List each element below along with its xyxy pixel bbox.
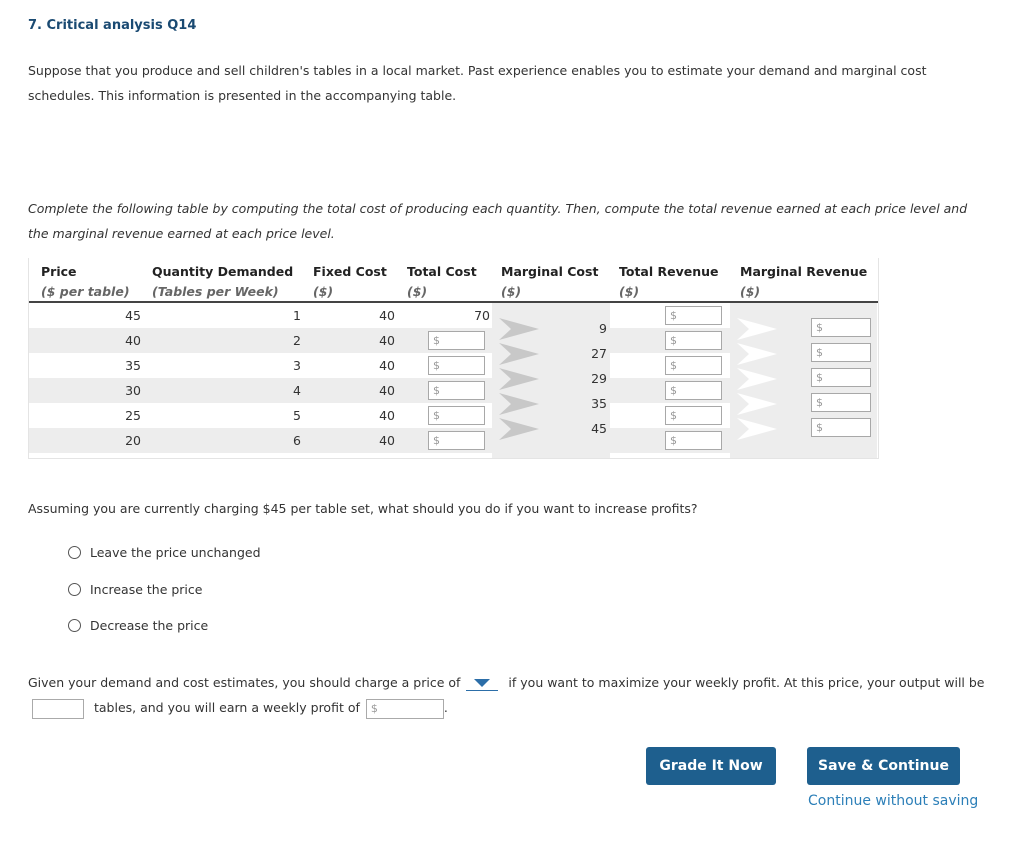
header-price: Price ($ per table) [41,264,130,299]
total-cost-given: 70 [474,308,490,323]
marginal-cost-cell: 27 [591,346,607,361]
marginal-cost-cell: 9 [599,321,607,336]
marginal-revenue-input[interactable]: $ [811,368,871,387]
total-revenue-input[interactable]: $ [665,381,722,400]
chevron-right-icon [499,393,539,415]
option-decrease-price[interactable] [68,615,208,635]
header-fixed-cost: Fixed Cost ($) [313,264,387,299]
chevron-right-icon [737,368,777,390]
header-total-revenue: Total Revenue ($) [619,264,719,299]
price-cell: 35 [125,358,141,373]
fixed-cost-cell: 40 [379,358,395,373]
marginal-revenue-input[interactable]: $ [811,318,871,337]
fixed-cost-cell: 40 [379,433,395,448]
question-title: 7. Critical analysis Q14 [28,18,197,33]
price-cell: 45 [125,308,141,323]
radio-button[interactable] [68,583,81,596]
instructions-text: Complete the following table by computing the total cost of producing each quantity. Then, compute the total revenue earned at each price level and the marginal revenue earned at each price level. [28,201,968,241]
price-cell: 20 [125,433,141,448]
fixed-cost-cell: 40 [379,308,395,323]
chevron-right-icon [499,368,539,390]
price-dropdown[interactable] [466,676,498,691]
radio-button[interactable] [68,546,81,559]
output-quantity-input[interactable] [32,699,84,719]
total-cost-input[interactable]: $ [428,406,485,425]
chevron-right-icon [499,343,539,365]
continue-without-saving-link[interactable]: Continue without saving [808,793,979,809]
total-cost-input[interactable]: $ [428,331,485,350]
marginal-cost-cell: 45 [591,421,607,436]
chevron-right-icon [499,418,539,440]
header-quantity: Quantity Demanded (Tables per Week) [152,264,294,299]
chevron-right-icon [737,418,777,440]
quantity-cell: 3 [293,358,301,373]
option-label: Decrease the price [90,617,209,633]
quantity-cell: 2 [293,333,301,348]
chevron-right-icon [499,318,539,340]
header-marginal-cost: Marginal Cost ($) [501,264,599,299]
fixed-cost-cell: 40 [379,333,395,348]
pricing-question: Assuming you are currently charging $45 per table set, what should you do if you want to increase profits? [28,501,698,516]
chevron-down-icon[interactable] [474,679,490,687]
total-cost-input[interactable]: $ [428,356,485,375]
chevron-right-icon [737,343,777,365]
weekly-profit-input[interactable]: $ [366,699,444,719]
quantity-cell: 4 [293,383,301,398]
save-continue-button[interactable]: Save & Continue [807,747,960,785]
header-marginal-revenue: Marginal Revenue ($) [740,264,868,299]
quantity-cell: 5 [293,408,301,423]
header-total-cost: Total Cost ($) [407,264,477,299]
price-cell: 30 [125,383,141,398]
profit-maximization-text: Given your demand and cost estimates, you should charge a price of if you want to maximize your weekly profit. At this price, your output will be tables, and you will earn a weekly profit of $ . [28,670,988,720]
marginal-revenue-input[interactable]: $ [811,393,871,412]
cost-revenue-table [28,258,879,459]
chevron-right-icon [737,393,777,415]
marginal-revenue-input[interactable]: $ [811,418,871,437]
total-revenue-input[interactable]: $ [665,331,722,350]
price-cell: 40 [125,333,141,348]
marginal-cost-cell: 29 [591,371,607,386]
option-leave-price[interactable] [68,542,261,562]
radio-button[interactable] [68,619,81,632]
option-label: Leave the price unchanged [90,544,261,560]
fixed-cost-cell: 40 [379,383,395,398]
option-label: Increase the price [90,581,203,597]
grade-it-now-button[interactable]: Grade It Now [646,747,776,785]
total-revenue-input[interactable]: $ [665,406,722,425]
total-cost-input[interactable]: $ [428,381,485,400]
fixed-cost-cell: 40 [379,408,395,423]
marginal-revenue-input[interactable]: $ [811,343,871,362]
chevron-right-icon [737,318,777,340]
total-revenue-input[interactable]: $ [665,356,722,375]
quantity-cell: 1 [293,308,301,323]
total-revenue-input[interactable]: $ [665,306,722,325]
quantity-cell: 6 [293,433,301,448]
intro-text: Suppose that you produce and sell children's tables in a local market. Past experience enables you to estimate your demand and marginal cost schedules. This information is presented in the accompanying table. [28,63,927,103]
total-cost-input[interactable]: $ [428,431,485,450]
total-revenue-input[interactable]: $ [665,431,722,450]
table-header [29,258,878,303]
price-cell: 25 [125,408,141,423]
marginal-cost-cell: 35 [591,396,607,411]
option-increase-price[interactable] [68,579,202,599]
